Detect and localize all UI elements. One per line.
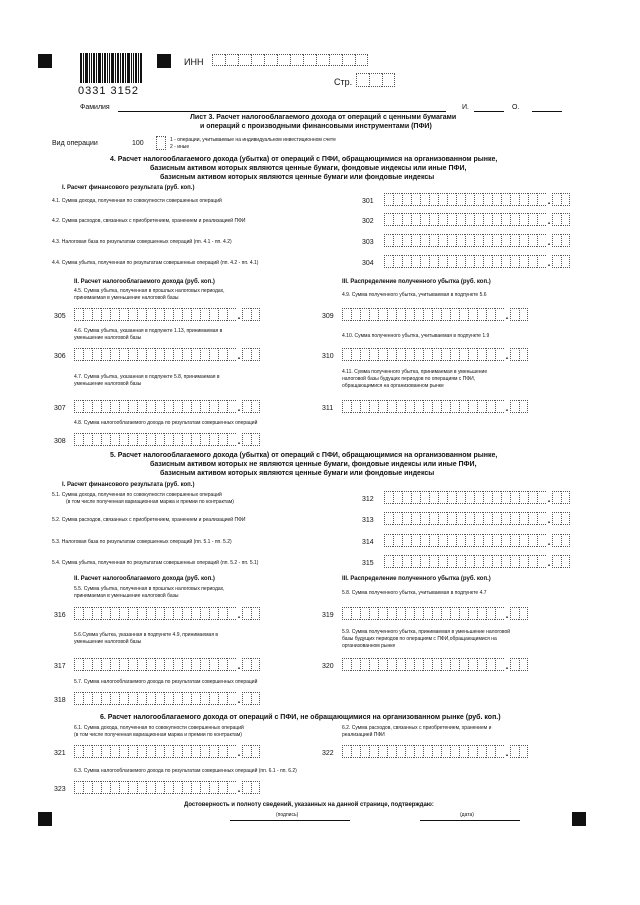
field-316[interactable]: . — [74, 607, 260, 620]
row-4-8-label: 4.8. Сумма налогооблагаемого дохода по результатам совершенных операций — [74, 420, 258, 426]
section5-part3-heading: III. Распределение полученного убытка (руб. коп.) — [342, 576, 491, 582]
initial-i-field[interactable] — [474, 111, 504, 112]
corner-marker-top-mid — [157, 54, 171, 68]
code-306: 306 — [54, 353, 66, 360]
row-5-8-label: 5.8. Сумма полученного убытка, учитываемая в подпункте 4.7 — [342, 590, 487, 596]
row-5-5-label-a: 5.5. Сумма убытка, полученная в прошлых налоговых периодах, — [74, 586, 225, 592]
row-5-2-label: 5.2. Сумма расходов, связанных с приобретением, хранением и реализацией ПФИ — [52, 517, 246, 523]
code-311: 311 — [322, 405, 334, 412]
field-308[interactable]: . — [74, 433, 260, 446]
row-4-5-label-a: 4.5. Сумма убытка, полученная в прошлых налоговых периодах, — [74, 288, 225, 294]
field-303[interactable]: . — [384, 234, 570, 247]
field-305[interactable]: . — [74, 308, 260, 321]
row-5-3-label: 5.3. Налоговая база по результатам совершенных операций (пп. 5.1 - пп. 5.2) — [52, 539, 232, 545]
row-4-11-label-b: налоговой базы будущих периодов по операциям с ПФИ, — [342, 376, 476, 382]
code-321: 321 — [54, 750, 66, 757]
inn-field[interactable] — [212, 54, 368, 66]
code-318: 318 — [54, 697, 66, 704]
row-6-1-label-a: 6.1. Сумма дохода, полученная по совокупности совершенных операций — [74, 725, 244, 731]
row-5-9-label-a: 5.9. Сумма полученного убытка, принимаемая в уменьшение налоговой — [342, 629, 511, 635]
signature-field[interactable] — [230, 820, 350, 821]
row-5-9-label-b: базы будущих периодов по операциям с ПФИ,обращающимися на — [342, 636, 497, 642]
field-313[interactable]: . — [384, 512, 570, 525]
field-302[interactable]: . — [384, 213, 570, 226]
field-315[interactable]: . — [384, 555, 570, 568]
row-6-2-label-a: 6.2. Сумма расходов, связанных с приобретением, хранением и — [342, 725, 492, 731]
section4-part3-heading: III. Распределение полученного убытка (руб. коп.) — [342, 279, 491, 285]
row-4-6-label-b: уменьшение налоговой базы — [74, 335, 142, 341]
row-5-4-label: 5.4. Сумма убытка, полученная по результатам совершенных операций (пп. 5.2 - пп. 5.1) — [52, 560, 259, 566]
code-310: 310 — [322, 353, 334, 360]
row-4-7-label-a: 4.7. Сумма убытка, указанная в подпункте 5.8, принимаемая в — [74, 374, 220, 380]
section6-title: 6. Расчет налогооблагаемого дохода от операций с ПФИ, не обращающимися на организованном рынке (руб. коп.) — [100, 714, 501, 721]
operation-option-2: 2 - иные — [170, 144, 190, 150]
row-4-11-label-c: обращающимися на организованном рынке — [342, 383, 444, 389]
field-311[interactable]: . — [342, 400, 528, 413]
row-4-3-label: 4.3. Налоговая база по результатам совершенных операций (пп. 4.1 - пп. 4.2) — [52, 239, 232, 245]
initial-o-field[interactable] — [532, 111, 562, 112]
section5-title-line2: базисным активом которых не являются ценные бумаги, фондовые индексы или иные ПФИ, — [150, 461, 477, 468]
section4-part1-heading: I. Расчет финансового результата (руб. коп.) — [62, 185, 195, 191]
page-label: Стр. — [334, 77, 353, 87]
field-306[interactable]: . — [74, 348, 260, 361]
barcode-number: 0331 3152 — [78, 85, 139, 97]
section5-title-line3: базисным активом которых являются ценные бумаги или фондовые индексы — [160, 470, 435, 477]
field-320[interactable]: . — [342, 658, 528, 671]
surname-label: Фамилия — [80, 104, 110, 111]
initial-i-label: И. — [462, 104, 469, 111]
code-302: 302 — [362, 218, 374, 225]
field-304[interactable]: . — [384, 255, 570, 268]
sheet-title-line1: Лист 3. Расчет налогооблагаемого дохода от операций с ценными бумагами — [190, 114, 457, 121]
corner-marker-bottom-left — [38, 812, 52, 826]
code-319: 319 — [322, 612, 334, 619]
row-6-3-label: 6.3. Сумма налогооблагаемого дохода по результатам совершенных операций (пп. 6.1 - пп. 6.2) — [74, 768, 297, 774]
field-322[interactable]: . — [342, 745, 528, 758]
operation-type-field[interactable] — [156, 136, 166, 150]
section4-title-line2: базисным активом которых являются ценные бумаги, фондовые индексы или иные ПФИ, — [150, 165, 467, 172]
row-4-1-label: 4.1. Сумма дохода, полученная по совокупности совершенных операций — [52, 198, 222, 204]
confirmation-text: Достоверность и полноту сведений, указанных на данной странице, подтверждаю: — [184, 802, 434, 808]
code-305: 305 — [54, 313, 66, 320]
section5-part2-heading: II. Расчет налогооблагаемого дохода (руб. коп.) — [74, 576, 215, 582]
code-313: 313 — [362, 517, 374, 524]
row-6-2-label-b: реализацией ПФИ — [342, 732, 385, 738]
operation-option-1: 1 - операции, учитываемые на индивидуальном инвестиционном счете — [170, 137, 336, 143]
code-314: 314 — [362, 539, 374, 546]
section5-title-line1: 5. Расчет налогооблагаемого дохода (убытка) от операций с ПФИ, обращающимися на организованном рынке, — [110, 452, 498, 459]
row-6-1-label-b: (в том числе полученная вариационная маржа и премии по контрактам) — [74, 732, 242, 738]
operation-label: Вид операции — [52, 140, 98, 147]
field-309[interactable]: . — [342, 308, 528, 321]
field-321[interactable]: . — [74, 745, 260, 758]
date-field[interactable] — [420, 820, 520, 821]
code-322: 322 — [322, 750, 334, 757]
row-5-5-label-b: принимаемая в уменьшение налоговой базы — [74, 593, 179, 599]
field-307[interactable]: . — [74, 400, 260, 413]
row-5-9-label-c: организованном рынке — [342, 643, 396, 649]
row-5-6-label-a: 5.6.Сумма убытка, указанная в подпункте 4.9, принимаемая в — [74, 632, 219, 638]
code-303: 303 — [362, 239, 374, 246]
row-4-2-label: 4.2. Сумма расходов, связанных с приобретением, хранением и реализацией ПФИ — [52, 218, 246, 224]
code-308: 308 — [54, 438, 66, 445]
field-318[interactable]: . — [74, 692, 260, 705]
date-caption: (дата) — [460, 812, 474, 818]
barcode — [80, 53, 146, 83]
initial-o-label: О. — [512, 104, 520, 111]
code-323: 323 — [54, 786, 66, 793]
row-4-10-label: 4.10. Сумма полученного убытка, учитываемая в подпункте 1.9 — [342, 333, 490, 339]
row-4-7-label-b: уменьшение налоговой базы — [74, 381, 142, 387]
row-4-11-label-a: 4.11. Сумма полученного убытка, принимаемая в уменьшение — [342, 369, 488, 375]
section4-title-line1: 4. Расчет налогооблагаемого дохода (убытка) от операций с ПФИ, обращающимися на организованном рынке, — [110, 156, 498, 163]
corner-marker-top-left — [38, 54, 52, 68]
code-315: 315 — [362, 560, 374, 567]
section5-part1-heading: I. Расчет финансового результата (руб. коп.) — [62, 482, 195, 488]
row-4-6-label-a: 4.6. Сумма убытка, указанная в подпункте 1.13, принимаемая в — [74, 328, 223, 334]
corner-marker-bottom-right — [572, 812, 586, 826]
code-317: 317 — [54, 663, 66, 670]
field-314[interactable]: . — [384, 534, 570, 547]
row-4-4-label: 4.4. Сумма убытка, полученная по результатам совершенных операций (пп. 4.2 - пп. 4.1) — [52, 260, 259, 266]
surname-field[interactable] — [118, 111, 446, 112]
inn-label: ИНН — [184, 57, 204, 67]
field-301[interactable]: . — [384, 193, 570, 206]
code-320: 320 — [322, 663, 334, 670]
field-312[interactable]: . — [384, 491, 570, 504]
row-4-5-label-b: принимаемая в уменьшение налоговой базы — [74, 295, 179, 301]
code-301: 301 — [362, 198, 374, 205]
operation-value: 100 — [132, 140, 144, 147]
field-319[interactable]: . — [342, 607, 528, 620]
field-310[interactable]: . — [342, 348, 528, 361]
row-4-9-label: 4.9. Сумма полученного убытка, учитываемая в подпункте 5.6 — [342, 292, 487, 298]
section4-part2-heading: II. Расчет налогооблагаемого дохода (руб. коп.) — [74, 279, 215, 285]
code-312: 312 — [362, 496, 374, 503]
code-309: 309 — [322, 313, 334, 320]
section4-title-line3: базисным активом которых являются ценные бумаги или фондовые индексы — [160, 174, 435, 181]
field-317[interactable]: . — [74, 658, 260, 671]
row-5-6-label-b: уменьшение налоговой базы — [74, 639, 142, 645]
page-number-field[interactable] — [356, 73, 395, 87]
row-5-1-label-b: (в том числе полученная вариационная маржа и премии по контрактам) — [66, 499, 234, 505]
field-323[interactable]: . — [74, 781, 260, 794]
signature-caption: (подпись) — [276, 812, 299, 818]
code-316: 316 — [54, 612, 66, 619]
row-5-7-label: 5.7. Сумма налогооблагаемого дохода по результатам совершенных операций — [74, 679, 258, 685]
sheet-title-line2: и операций с производными финансовыми инструментами (ПФИ) — [200, 123, 432, 130]
code-307: 307 — [54, 405, 66, 412]
code-304: 304 — [362, 260, 374, 267]
row-5-1-label-a: 5.1. Сумма дохода, полученная по совокупности совершенных операций — [52, 492, 222, 498]
